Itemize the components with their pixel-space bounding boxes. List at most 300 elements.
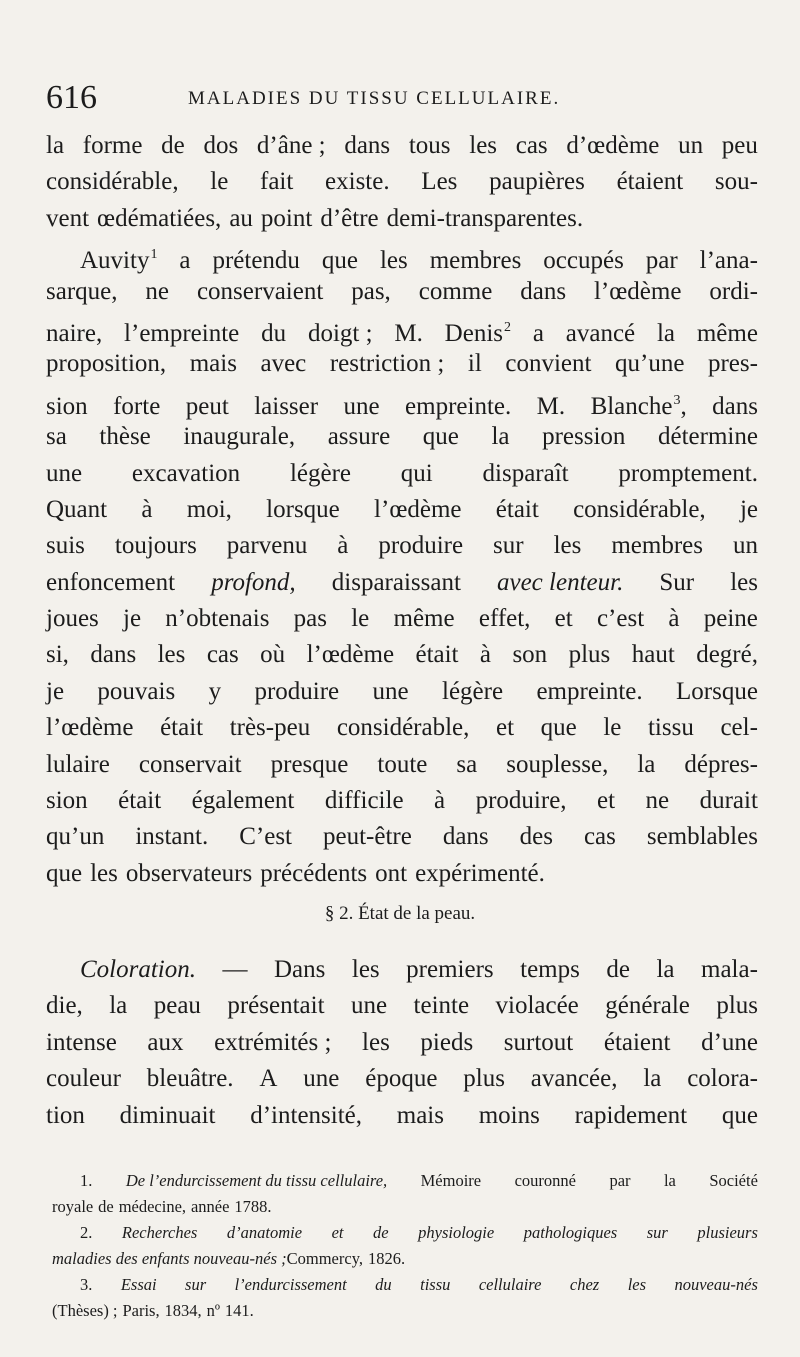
word: considérable, bbox=[573, 495, 706, 523]
word: diminuait bbox=[119, 1101, 216, 1129]
word: forme bbox=[82, 132, 143, 159]
word: prétendu bbox=[212, 247, 300, 275]
word: la bbox=[46, 132, 65, 159]
word: considérable, bbox=[336, 714, 470, 742]
italic-word bbox=[122, 1220, 197, 1246]
word: premiers bbox=[406, 956, 494, 983]
word: les bbox=[351, 956, 380, 983]
word: M. bbox=[536, 392, 566, 420]
word: étaient bbox=[616, 168, 684, 196]
word: son bbox=[512, 641, 548, 669]
italic-word bbox=[80, 952, 196, 988]
word: à bbox=[337, 532, 349, 560]
word: mais bbox=[189, 350, 237, 378]
footnote-marker: 1 bbox=[150, 247, 158, 263]
italic-word bbox=[420, 1272, 450, 1298]
word: époque bbox=[365, 1065, 438, 1093]
text-line bbox=[46, 988, 758, 1024]
word: précédents bbox=[260, 859, 368, 887]
word: assure bbox=[327, 423, 391, 451]
word: semblables bbox=[646, 823, 758, 851]
word: pression bbox=[542, 423, 626, 451]
word: et bbox=[331, 1223, 344, 1242]
word: maladies des enfants nouveau-nés ; bbox=[52, 1249, 287, 1268]
word: la bbox=[491, 423, 510, 451]
word: tissu bbox=[420, 1275, 451, 1294]
word: nº bbox=[206, 1301, 220, 1320]
word: pieds bbox=[420, 1028, 474, 1056]
word: que bbox=[721, 1101, 758, 1129]
word: comme bbox=[418, 277, 493, 305]
word: l’œdème bbox=[46, 714, 134, 742]
word: 1826. bbox=[367, 1249, 406, 1268]
word: doigt ; bbox=[307, 319, 373, 347]
word: cas bbox=[583, 823, 616, 851]
word: couronné bbox=[514, 1171, 576, 1190]
word: dépres- bbox=[684, 750, 758, 778]
word: plusieurs bbox=[697, 1223, 758, 1242]
word: convient bbox=[505, 350, 592, 378]
word: année bbox=[190, 1197, 230, 1216]
word: A bbox=[259, 1065, 278, 1093]
word: suis bbox=[46, 532, 85, 560]
word: la bbox=[643, 1065, 662, 1093]
word: une bbox=[372, 677, 409, 705]
word: également bbox=[191, 787, 295, 815]
word: par bbox=[609, 1171, 631, 1190]
text-line bbox=[46, 346, 758, 382]
word: toujours bbox=[114, 532, 197, 560]
word: d’intensité, bbox=[250, 1101, 363, 1129]
word: les bbox=[362, 1028, 390, 1056]
word: Commercy, bbox=[286, 1249, 363, 1268]
word: souplesse, bbox=[506, 750, 609, 778]
word: de bbox=[161, 132, 185, 159]
word: avec lenteur. bbox=[496, 568, 624, 596]
text-line bbox=[46, 710, 758, 746]
word: de bbox=[606, 956, 630, 983]
word: produire bbox=[254, 677, 340, 705]
word: teinte bbox=[413, 992, 470, 1020]
body-text-continued bbox=[46, 952, 758, 1134]
word: si, bbox=[46, 641, 69, 669]
section-heading: § 2. État de la peau. bbox=[324, 903, 476, 924]
word: naire, bbox=[46, 319, 103, 347]
word: du bbox=[261, 319, 287, 347]
word: Auvity$^1$ bbox=[80, 247, 158, 275]
word: les bbox=[627, 1275, 647, 1294]
word: du bbox=[375, 1275, 392, 1294]
word: sion bbox=[46, 787, 88, 815]
word: une bbox=[350, 992, 388, 1020]
word: légère bbox=[289, 459, 352, 487]
word: excavation bbox=[131, 459, 241, 487]
word: restriction ; bbox=[329, 350, 445, 378]
word: haut bbox=[631, 641, 675, 669]
text-line bbox=[46, 565, 758, 601]
word: Lorsque bbox=[676, 677, 758, 705]
text-line bbox=[46, 783, 758, 819]
word: n’obtenais bbox=[165, 605, 270, 633]
word: et bbox=[597, 787, 616, 815]
word: et bbox=[496, 714, 515, 742]
word: moins bbox=[478, 1101, 540, 1129]
word: De l’endurcissement du tissu cellulaire, bbox=[125, 1171, 388, 1190]
word: Mémoire bbox=[420, 1171, 482, 1190]
word: lorsque bbox=[266, 495, 340, 523]
word: Blanche$^3$ bbox=[590, 392, 681, 420]
word: la bbox=[663, 1171, 676, 1190]
word: médecine, bbox=[118, 1197, 187, 1216]
word: qu’une bbox=[615, 350, 685, 378]
word: extrémités ; bbox=[214, 1028, 332, 1056]
word: dans bbox=[442, 823, 489, 851]
word: peau bbox=[153, 992, 201, 1020]
word: lulaire bbox=[46, 750, 110, 778]
word: mais bbox=[396, 1101, 444, 1129]
word: Recherches bbox=[121, 1223, 198, 1242]
word: était bbox=[160, 714, 204, 742]
word: le bbox=[210, 168, 229, 196]
word: cas bbox=[515, 132, 548, 159]
paragraph-coloration bbox=[46, 952, 758, 1134]
italic-word bbox=[647, 1220, 668, 1246]
word: les bbox=[379, 247, 408, 275]
word: thèse bbox=[99, 423, 151, 451]
word: colora- bbox=[687, 1065, 758, 1093]
word: un bbox=[678, 132, 704, 159]
word: plus bbox=[568, 641, 611, 669]
word: — bbox=[222, 956, 248, 983]
word: je bbox=[123, 605, 142, 633]
text-line bbox=[46, 492, 758, 528]
word: d’une bbox=[701, 1028, 758, 1056]
word: cel- bbox=[720, 714, 758, 742]
page-header bbox=[46, 78, 766, 118]
text-line bbox=[46, 310, 758, 346]
word: l’empreinte bbox=[124, 319, 240, 347]
italic-word bbox=[332, 1220, 344, 1246]
word: a bbox=[532, 319, 544, 347]
word: pres- bbox=[707, 350, 758, 378]
word: par bbox=[645, 247, 678, 275]
word: était bbox=[118, 787, 162, 815]
word: durait bbox=[699, 787, 758, 815]
word: l’ana- bbox=[699, 247, 758, 275]
word: je bbox=[46, 677, 65, 705]
word: cellulaire bbox=[478, 1275, 542, 1294]
word: l’œdème bbox=[593, 277, 682, 305]
text-line bbox=[46, 674, 758, 710]
text-line bbox=[46, 528, 758, 564]
word: conservaient bbox=[196, 277, 324, 305]
word: le bbox=[603, 714, 622, 742]
text-line bbox=[46, 128, 758, 164]
word: tous bbox=[408, 132, 451, 159]
word: , bbox=[680, 392, 687, 420]
word: d’être bbox=[320, 204, 379, 232]
word: 3. bbox=[80, 1275, 93, 1294]
word: 1. bbox=[80, 1171, 93, 1190]
italic-word bbox=[126, 1168, 387, 1194]
word: la bbox=[637, 750, 656, 778]
word: physiologie bbox=[418, 1223, 495, 1242]
word: effet, bbox=[478, 605, 531, 633]
word: Coloration. bbox=[80, 956, 196, 983]
word: d’âne ; bbox=[256, 132, 326, 159]
word: l’œdème bbox=[306, 641, 395, 669]
word: Sur bbox=[659, 568, 695, 596]
word: 1834, bbox=[164, 1301, 202, 1320]
word: parvenu bbox=[226, 532, 308, 560]
word: un bbox=[732, 532, 758, 560]
word: de bbox=[98, 1197, 114, 1216]
word: la bbox=[656, 956, 675, 983]
word: considérable, bbox=[46, 168, 179, 196]
text-line bbox=[52, 1220, 758, 1246]
word: sur bbox=[493, 532, 524, 560]
word: une bbox=[343, 392, 380, 420]
word: des bbox=[519, 823, 553, 851]
word: où bbox=[260, 641, 286, 669]
word: violacée bbox=[495, 992, 579, 1020]
word: même bbox=[393, 605, 455, 633]
text-line bbox=[46, 952, 758, 988]
text-line bbox=[46, 747, 758, 783]
paragraph-coloring-swelling bbox=[46, 128, 758, 237]
word: il bbox=[467, 350, 482, 378]
word: Denis$^2$ bbox=[444, 319, 511, 347]
word: et bbox=[554, 605, 573, 633]
word: dans bbox=[712, 392, 758, 420]
body-text bbox=[46, 128, 758, 892]
italic-word bbox=[570, 1272, 599, 1298]
word: ne bbox=[645, 787, 670, 815]
text-line bbox=[52, 1246, 758, 1272]
word: la bbox=[109, 992, 128, 1020]
running-title: MALADIES DU TISSU CELLULAIRE. bbox=[188, 88, 561, 109]
word: je bbox=[739, 495, 758, 523]
word: cas bbox=[206, 641, 239, 669]
word: chez bbox=[569, 1275, 600, 1294]
word: point bbox=[260, 204, 313, 232]
word: les bbox=[157, 641, 186, 669]
word: temps bbox=[520, 956, 580, 983]
word: empreinte. bbox=[405, 392, 512, 420]
word: tion bbox=[46, 1101, 85, 1129]
word: pathologiques bbox=[523, 1223, 618, 1242]
text-line bbox=[46, 637, 758, 673]
word: Société bbox=[709, 1171, 758, 1190]
word: une bbox=[303, 1065, 340, 1093]
word: tissu bbox=[647, 714, 694, 742]
text-line bbox=[46, 1025, 758, 1061]
word: pas, bbox=[351, 277, 391, 305]
word: générale bbox=[605, 992, 690, 1020]
word: avec bbox=[260, 350, 307, 378]
word: dos bbox=[203, 132, 239, 159]
word: difficile bbox=[324, 787, 404, 815]
word: peut bbox=[185, 392, 229, 420]
text-line bbox=[46, 164, 758, 200]
word: empreinte. bbox=[536, 677, 643, 705]
word: rapidement bbox=[574, 1101, 688, 1129]
word: sou- bbox=[714, 168, 758, 196]
footnotes bbox=[52, 1168, 758, 1324]
word: était bbox=[495, 495, 539, 523]
italic-word bbox=[697, 1220, 758, 1246]
word: nouveau-nés bbox=[674, 1275, 758, 1294]
word: promptement. bbox=[618, 459, 758, 487]
word: y bbox=[208, 677, 222, 705]
italic-word bbox=[211, 565, 296, 601]
word: détermine bbox=[657, 423, 758, 451]
text-line bbox=[52, 1272, 758, 1298]
word: sion bbox=[46, 392, 88, 420]
text-line bbox=[46, 1061, 758, 1097]
word: de bbox=[373, 1223, 389, 1242]
word: le bbox=[351, 605, 370, 633]
word: membres bbox=[611, 532, 703, 560]
word: très-peu bbox=[229, 714, 311, 742]
italic-word bbox=[227, 1220, 302, 1246]
word: avancée, bbox=[530, 1065, 618, 1093]
text-line bbox=[46, 856, 758, 892]
word: avancé bbox=[565, 319, 636, 347]
italic-word bbox=[497, 565, 623, 601]
paragraph-empreinte bbox=[46, 237, 758, 892]
word: une bbox=[46, 459, 83, 487]
text-line bbox=[46, 819, 758, 855]
word: pouvais bbox=[97, 677, 176, 705]
word: bleuâtre. bbox=[146, 1065, 234, 1093]
page-number: 616 bbox=[46, 79, 97, 116]
word: forte bbox=[113, 392, 161, 420]
word: légère bbox=[442, 677, 504, 705]
text-line bbox=[46, 201, 758, 237]
word: die, bbox=[46, 992, 83, 1020]
word: peut-être bbox=[322, 823, 412, 851]
word: que bbox=[321, 247, 358, 275]
word: sa bbox=[46, 423, 67, 451]
word: aux bbox=[147, 1028, 184, 1056]
word: même bbox=[696, 319, 758, 347]
word: 1788. bbox=[234, 1197, 272, 1216]
italic-word bbox=[418, 1220, 494, 1246]
word: produire bbox=[378, 532, 464, 560]
word: sur bbox=[646, 1223, 668, 1242]
word: M. bbox=[394, 319, 423, 347]
word: Essai bbox=[120, 1275, 157, 1294]
text-line bbox=[52, 1194, 758, 1220]
word: (Thèses) ; bbox=[52, 1301, 118, 1320]
text-line bbox=[46, 237, 758, 273]
word: mala- bbox=[701, 956, 758, 983]
word: dans bbox=[520, 277, 567, 305]
italic-word bbox=[674, 1272, 757, 1298]
word: surtout bbox=[503, 1028, 574, 1056]
word: les bbox=[553, 532, 582, 560]
word: instant. bbox=[135, 823, 209, 851]
word: sa bbox=[456, 750, 478, 778]
word: couleur bbox=[46, 1065, 121, 1093]
text-line bbox=[52, 1298, 758, 1324]
word: que bbox=[422, 423, 459, 451]
word: degré, bbox=[696, 641, 758, 669]
text-line bbox=[46, 456, 758, 492]
word: laisser bbox=[254, 392, 319, 420]
word: dans bbox=[90, 641, 137, 669]
word: Dans bbox=[274, 956, 326, 983]
word: inaugurale, bbox=[183, 423, 296, 451]
word: profond, bbox=[211, 568, 296, 596]
word: expérimenté. bbox=[415, 859, 545, 887]
word: ne bbox=[145, 277, 170, 305]
word: disparaissant bbox=[331, 568, 461, 596]
word: les bbox=[469, 132, 498, 159]
italic-word bbox=[52, 1246, 287, 1272]
word: existe. bbox=[325, 168, 390, 196]
italic-word bbox=[375, 1272, 392, 1298]
word: à bbox=[479, 641, 492, 669]
word: Paris, bbox=[122, 1301, 160, 1320]
word: d’œdème bbox=[566, 132, 660, 159]
italic-word bbox=[479, 1272, 542, 1298]
word: pas bbox=[293, 605, 327, 633]
word: sur bbox=[185, 1275, 207, 1294]
word: vent bbox=[46, 204, 90, 232]
text-line bbox=[52, 1168, 758, 1194]
word: l’endurcissement bbox=[234, 1275, 347, 1294]
word: sarque, bbox=[46, 277, 118, 305]
italic-word bbox=[373, 1220, 389, 1246]
word: royale bbox=[52, 1197, 94, 1216]
word: Quant bbox=[46, 495, 108, 523]
word: l’œdème bbox=[374, 495, 462, 523]
text-line bbox=[46, 601, 758, 637]
italic-word bbox=[235, 1272, 347, 1298]
word: les bbox=[90, 859, 118, 887]
word: 2. bbox=[80, 1223, 93, 1242]
word: disparaît bbox=[482, 459, 569, 487]
word: occupés bbox=[543, 247, 624, 275]
word: peine bbox=[703, 605, 758, 633]
word: étaient bbox=[603, 1028, 671, 1056]
word: œdématiées, bbox=[97, 204, 222, 232]
word: que bbox=[540, 714, 577, 742]
word: conservait bbox=[138, 750, 242, 778]
word: à bbox=[668, 605, 680, 633]
word: joues bbox=[46, 605, 99, 633]
text-line bbox=[46, 1098, 758, 1134]
word: d’anatomie bbox=[226, 1223, 303, 1242]
word: qu’un bbox=[46, 823, 105, 851]
italic-word bbox=[628, 1272, 646, 1298]
word: observateurs bbox=[125, 859, 253, 887]
word: demi-transparentes. bbox=[386, 204, 584, 232]
word: ordi- bbox=[709, 277, 758, 305]
word: était bbox=[415, 641, 459, 669]
word: que bbox=[46, 859, 83, 887]
text-line bbox=[46, 383, 758, 419]
footnote-marker: 2 bbox=[504, 319, 511, 335]
word: plus bbox=[463, 1065, 505, 1093]
italic-word bbox=[185, 1272, 206, 1298]
word: à bbox=[434, 787, 446, 815]
word: presque bbox=[270, 750, 349, 778]
word: enfoncement bbox=[46, 568, 176, 596]
word: C’est bbox=[239, 823, 292, 851]
